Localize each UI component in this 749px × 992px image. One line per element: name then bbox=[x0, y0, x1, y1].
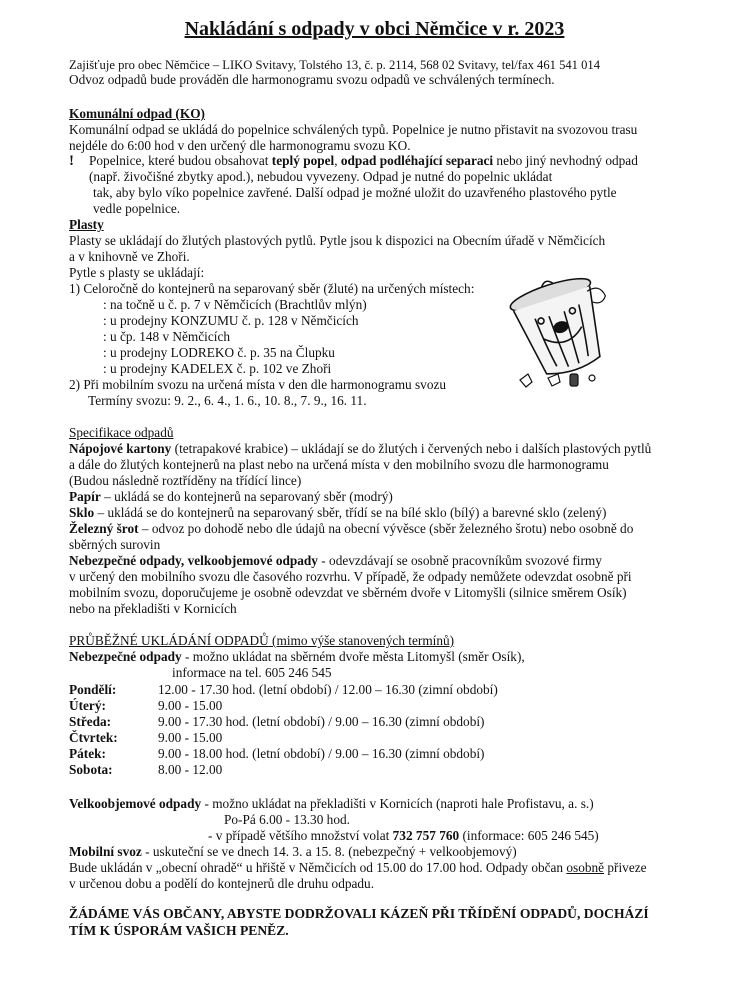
ko-heading: Komunální odpad (KO) bbox=[69, 106, 205, 121]
plasty-line: Plasty se ukládají do žlutých plastových pytlů. Pytle jsou k dispozici na Obecním úřadě v Němčicích bbox=[69, 233, 606, 248]
mobile-line: v určenou dobu a podělí do kontejnerů dle druhu odpadu. bbox=[69, 876, 375, 891]
spec-heading: Specifikace odpadů bbox=[69, 425, 174, 440]
schedule-day: Pondělí: bbox=[69, 682, 117, 697]
spec-text: – ukládá se do kontejnerů na separovaný sběr (modrý) bbox=[100, 489, 393, 504]
schedule-hours: 12.00 - 17.30 hod. (letní období) / 12.00 – 16.30 (zimní období) bbox=[158, 682, 498, 697]
warning-text: , bbox=[334, 153, 341, 168]
spec-text: - odevzdávají se osobně pracovníkům svozové firmy bbox=[317, 553, 602, 568]
plasty-dates: Termíny svozu: 9. 2., 6. 4., 1. 6., 10. 8., 7. 9., 16. 11. bbox=[88, 393, 367, 408]
mobile-line bbox=[69, 860, 647, 876]
spec-item-hazardous bbox=[69, 553, 602, 569]
bulky-waste bbox=[69, 796, 594, 812]
ko-warning-line: vedle popelnice. bbox=[93, 201, 181, 216]
spec-label: Papír bbox=[69, 489, 101, 504]
warning-bold: odpad podléhající separaci bbox=[340, 153, 494, 168]
ongoing-heading-text: PRŮBĚŽNÉ UKLÁDÁNÍ ODPADŮ bbox=[69, 633, 269, 648]
spec-cont: v určený den mobilního svozu dle časového rozvrhu. V případě, že odpady nemůžete odevzdat osobně při bbox=[69, 569, 632, 584]
intro-contractor: Zajišťuje pro obec Němčice – LIKO Svitavy, Tolstého 13, č. p. 2114, 568 02 Svitavy, tel/fax 461 541 014 bbox=[69, 58, 601, 72]
mobile-collection bbox=[69, 844, 517, 860]
ko-line: Komunální odpad se ukládá do popelnice schválených typů. Popelnice je nutno přistavit na svozovou trasu bbox=[69, 122, 638, 137]
warning-text: Popelnice, které budou obsahovat bbox=[89, 153, 272, 168]
schedule-day: Sobota: bbox=[69, 762, 113, 777]
spec-cont: (Budou následně roztříděny na třídící lince) bbox=[69, 473, 302, 488]
spec-item-paper bbox=[69, 489, 393, 505]
bulky-hours: Po-Pá 6.00 - 13.30 hod. bbox=[224, 812, 350, 827]
mobile-label: Mobilní svoz bbox=[69, 844, 142, 859]
ko-warning-line: (např. živočišné zbytky apod.), nebudou vyvezeny. Odpad je nutné do popelnic ukládat bbox=[89, 169, 553, 184]
spec-text: – ukládá se do kontejnerů na separovaný sběr, třídí se na bílé sklo (bílý) a barevné sklo (zelený) bbox=[94, 505, 607, 520]
schedule-hours: 9.00 - 15.00 bbox=[158, 698, 223, 713]
smiling-trash-can-icon bbox=[500, 270, 630, 395]
bulky-call-text: - v případě většího množství volat bbox=[208, 828, 393, 843]
schedule-day: Pátek: bbox=[69, 746, 106, 761]
mobile-emphasis: osobně bbox=[566, 860, 605, 875]
hazard-info: informace na tel. 605 246 545 bbox=[172, 665, 332, 680]
plasty-mobile: 2) Při mobilním svozu na určená místa v den dle harmonogramu svozu bbox=[69, 377, 447, 392]
hazard-label: Nebezpečné odpady bbox=[69, 649, 182, 664]
spec-item-iron bbox=[69, 521, 633, 537]
intro-schedule: Odvoz odpadů bude prováděn dle harmonogramu svozu odpadů ve schválených termínech. bbox=[69, 72, 555, 87]
schedule-day: Středa: bbox=[69, 714, 112, 729]
bulky-call bbox=[208, 828, 599, 844]
spec-cont: mobilním svozu, doporučujeme je osobně odevzdat ve sběrném dvoře v Litomyšli (silnice směrem Osík) bbox=[69, 585, 627, 600]
schedule-hours: 9.00 - 15.00 bbox=[158, 730, 223, 745]
schedule-hours: 9.00 - 18.00 hod. (letní období) / 9.00 – 16.30 (zimní období) bbox=[158, 746, 485, 761]
warning-icon: ! bbox=[69, 153, 74, 169]
spec-item-cartons bbox=[69, 441, 651, 457]
footer-appeal: TÍM K ÚSPORÁM VAŠICH PENĚZ. bbox=[69, 923, 289, 938]
schedule-hours: 9.00 - 17.30 hod. (letní období) / 9.00 – 16.30 (zimní období) bbox=[158, 714, 485, 729]
spec-cont: a dále do žlutých kontejnerů na plast nebo na určená místa v den mobilního svozu dle harmonogramu bbox=[69, 457, 609, 472]
ko-warning bbox=[89, 153, 638, 169]
spec-label: Sklo bbox=[69, 505, 95, 520]
bulky-label: Velkoobjemové odpady bbox=[69, 796, 202, 811]
bulky-text: - možno ukládat na překladišti v Kornicích (naproti hale Profistavu, a. s.) bbox=[201, 796, 594, 811]
plasty-location: : u čp. 148 v Němčicích bbox=[103, 329, 231, 344]
spec-cont: sběrných surovin bbox=[69, 537, 161, 552]
plasty-location: : u prodejny KONZUMU č. p. 128 v Němčicích bbox=[103, 313, 359, 328]
footer-appeal: ŽÁDÁME VÁS OBČANY, ABYSTE DODRŽOVALI KÁZEŇ PŘI TŘÍDĚNÍ ODPADŮ, DOCHÁZÍ bbox=[69, 906, 649, 921]
warning-text: nebo jiný nevhodný odpad bbox=[493, 153, 638, 168]
plasty-location: : u prodejny KADELEX č. p. 102 ve Zhoři bbox=[103, 361, 332, 376]
plasty-line: a v knihovně ve Zhoři. bbox=[69, 249, 190, 264]
mobile-text: přiveze bbox=[604, 860, 647, 875]
spec-label: Nebezpečné odpady, velkoobjemové odpady bbox=[69, 553, 318, 568]
ongoing-heading-note: (mimo výše stanovených termínů) bbox=[268, 633, 455, 648]
hazard-text: - možno ukládat na sběrném dvoře města Litomyšl (směr Osík), bbox=[181, 649, 525, 664]
spec-item-glass bbox=[69, 505, 606, 521]
spec-text: (tetrapakové krabice) – ukládají se do žlutých i červených nebo i dalších plastových pytlů bbox=[171, 441, 652, 456]
bulky-call-text: (informace: 605 246 545) bbox=[459, 828, 599, 843]
spec-cont: nebo na překladišti v Kornicích bbox=[69, 601, 237, 616]
warning-bold: teplý popel bbox=[271, 153, 335, 168]
schedule-hours: 8.00 - 12.00 bbox=[158, 762, 223, 777]
schedule-day: Čtvrtek: bbox=[69, 730, 118, 745]
document-title: Nakládání s odpady v obci Němčice v r. 2023 bbox=[184, 18, 565, 40]
plasty-line: 1) Celoročně do kontejnerů na separovaný sběr (žluté) na určených místech: bbox=[69, 281, 475, 296]
ongoing-hazard bbox=[69, 649, 525, 665]
ko-line: nejdéle do 6:00 hod v den určený dle harmonogramu svozu KO. bbox=[69, 138, 411, 153]
plasty-location: : na točně u č. p. 7 v Němčicích (Brachtlův mlýn) bbox=[103, 297, 367, 312]
schedule-day: Úterý: bbox=[69, 698, 106, 713]
spec-text: – odvoz po dohodě nebo dle údajů na obecní vývěsce (sběr železného šrotu) nebo osobně do bbox=[138, 521, 634, 536]
mobile-text: - uskuteční se ve dnech 14. 3. a 15. 8. (nebezpečný + velkoobjemový) bbox=[141, 844, 517, 859]
plasty-location: : u prodejny LODREKO č. p. 35 na Člupku bbox=[103, 345, 335, 360]
plasty-line: Pytle s plasty se ukládají: bbox=[69, 265, 205, 280]
mobile-text: Bude ukládán v „obecní ohradě“ u hřiště v Němčicích od 15.00 do 17.00 hod. Odpady občan bbox=[69, 860, 567, 875]
spec-label: Železný šrot bbox=[69, 521, 139, 536]
ongoing-heading bbox=[69, 633, 454, 649]
spec-label: Nápojové kartony bbox=[69, 441, 172, 456]
bulky-phone: 732 757 760 bbox=[392, 828, 460, 843]
plasty-heading: Plasty bbox=[69, 217, 104, 232]
ko-warning-line: tak, aby bylo víko popelnice zavřené. Další odpad je možné uložit do uzavřeného plastového pytle bbox=[93, 185, 617, 200]
